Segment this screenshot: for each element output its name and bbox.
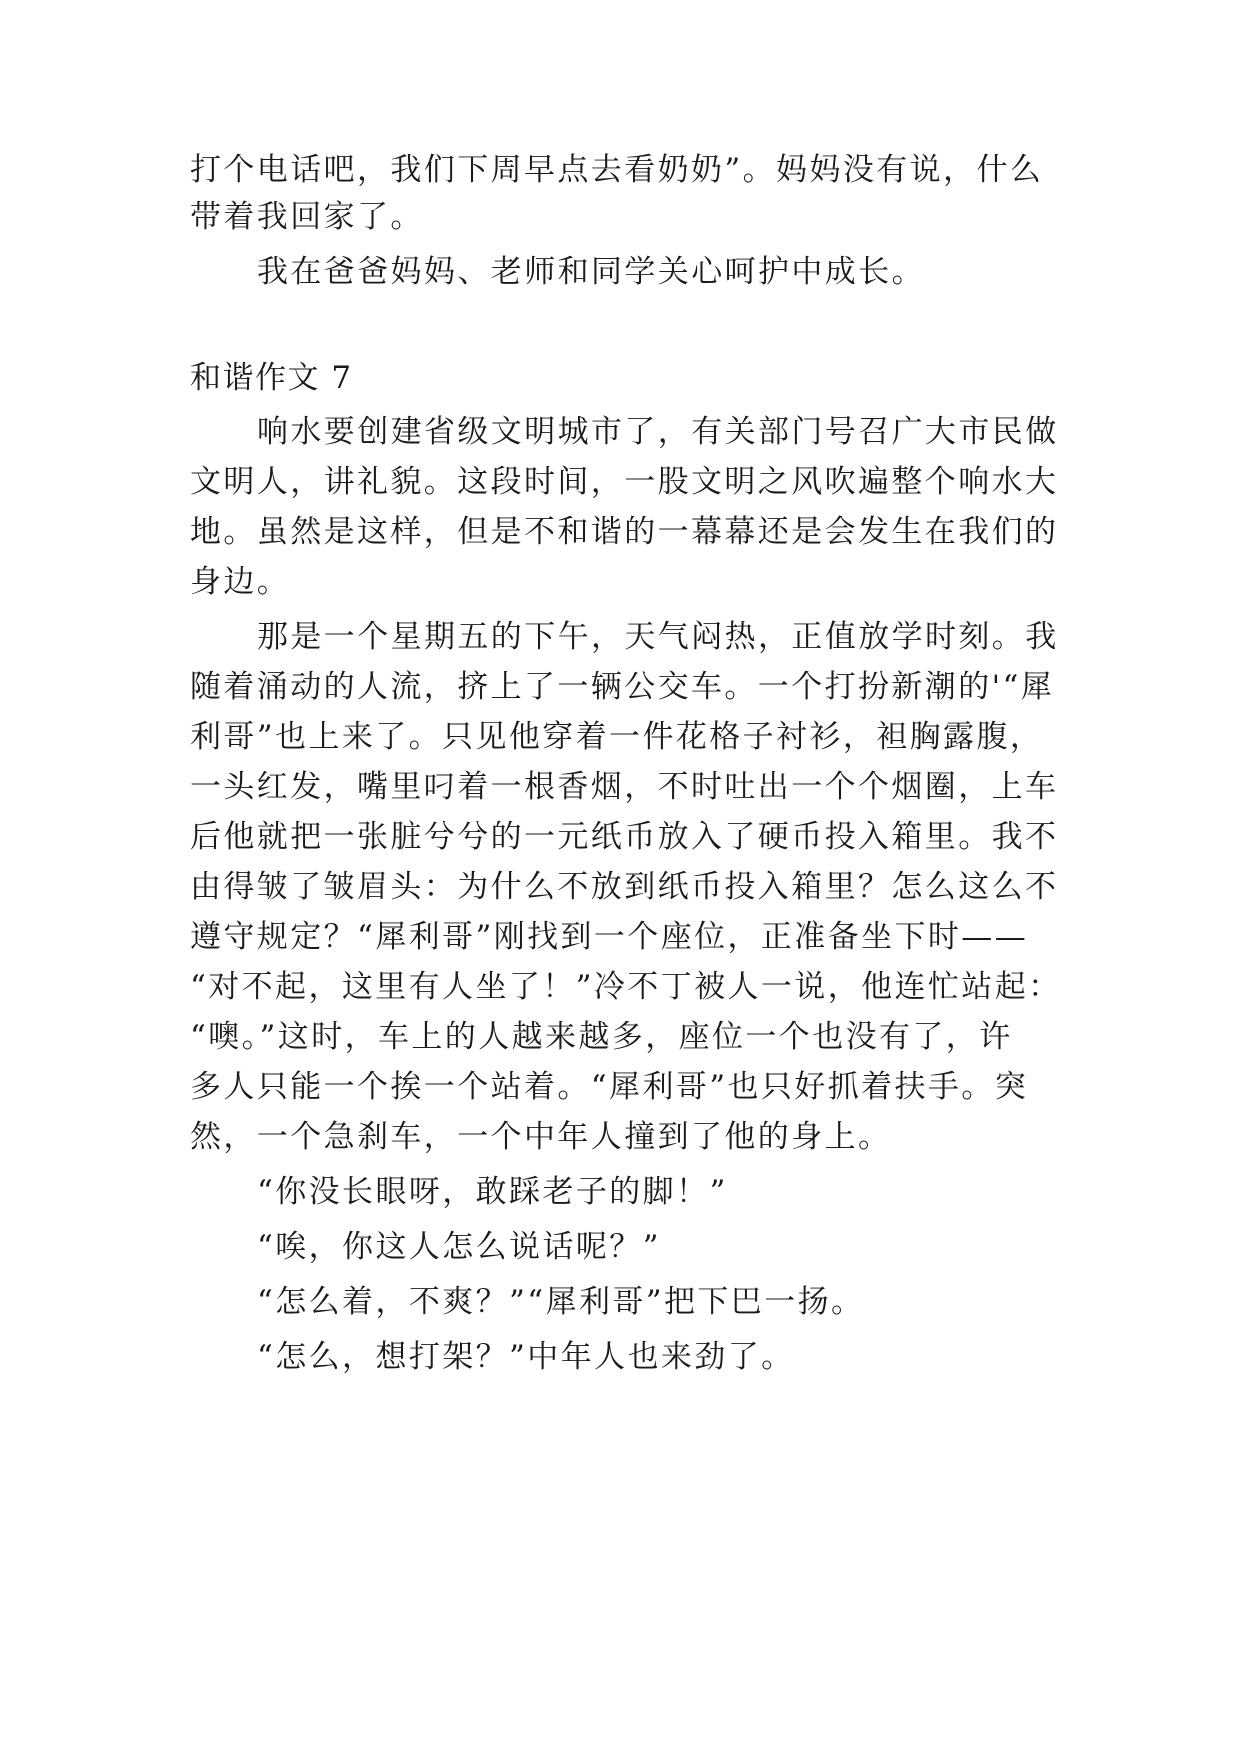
para2-line-8: “对不起，这里有人坐了！”冷不丁被人一说，他连忙站起： — [190, 969, 1062, 1005]
intro-line-1: 打个电话吧，我们下周早点去看奶奶”。妈妈没有说，什么 — [190, 152, 1044, 188]
para2-line-2: 随着涌动的人流，挤上了一辆公交车。一个打扮新潮的'“犀 — [190, 669, 1055, 705]
para2-line-6: 由得皱了皱眉头：为什么不放到纸币投入箱里？怎么这么不 — [190, 869, 1059, 905]
essay-title: 和谐作文 7 — [190, 360, 353, 396]
para2-line-4: 一头红发，嘴里叼着一根香烟，不时吐出一个个烟圈，上车 — [190, 769, 1059, 805]
para2-line-11: 然，一个急刹车，一个中年人撞到了他的身上。 — [190, 1119, 892, 1155]
dialogue-line-4: “怎么，想打架？”中年人也来劲了。 — [257, 1339, 795, 1375]
para2-line-9: “噢。”这时，车上的人越来越多，座位一个也没有了，许 — [190, 1019, 1013, 1055]
para1-line-1: 响水要创建省级文明城市了，有关部门号召广大市民做 — [257, 414, 1059, 450]
para2-line-10: 多人只能一个挨一个站着。“犀利哥”也只好抓着扶手。突 — [190, 1069, 1029, 1105]
dialogue-line-1: “你没长眼呀，敢踩老子的脚！” — [257, 1174, 728, 1210]
para2-line-7: 遵守规定？“犀利哥”刚找到一个座位，正准备坐下时—— — [190, 919, 1029, 955]
para1-line-2: 文明人，讲礼貌。这段时间，一股文明之风吹遍整个响水大 — [190, 464, 1059, 500]
para2-line-5: 后他就把一张脏兮兮的一元纸币放入了硬币投入箱里。我不 — [190, 819, 1059, 855]
para2-line-1: 那是一个星期五的下午，天气闷热，正值放学时刻。我 — [257, 619, 1059, 655]
para1-line-3: 地。虽然是这样，但是不和谐的一幕幕还是会发生在我们的 — [190, 514, 1059, 550]
dialogue-line-2: “唉，你这人怎么说话呢？” — [257, 1229, 661, 1265]
para1-line-4: 身边。 — [190, 564, 291, 600]
para2-line-3: 利哥”也上来了。只见他穿着一件花格子衬衫，袒胸露腹， — [190, 719, 1044, 755]
intro-line-3: 我在爸爸妈妈、老师和同学关心呵护中成长。 — [257, 254, 925, 290]
dialogue-line-3: “怎么着，不爽？”“犀利哥”把下巴一扬。 — [257, 1284, 865, 1320]
intro-line-2: 带着我回家了。 — [190, 199, 424, 235]
